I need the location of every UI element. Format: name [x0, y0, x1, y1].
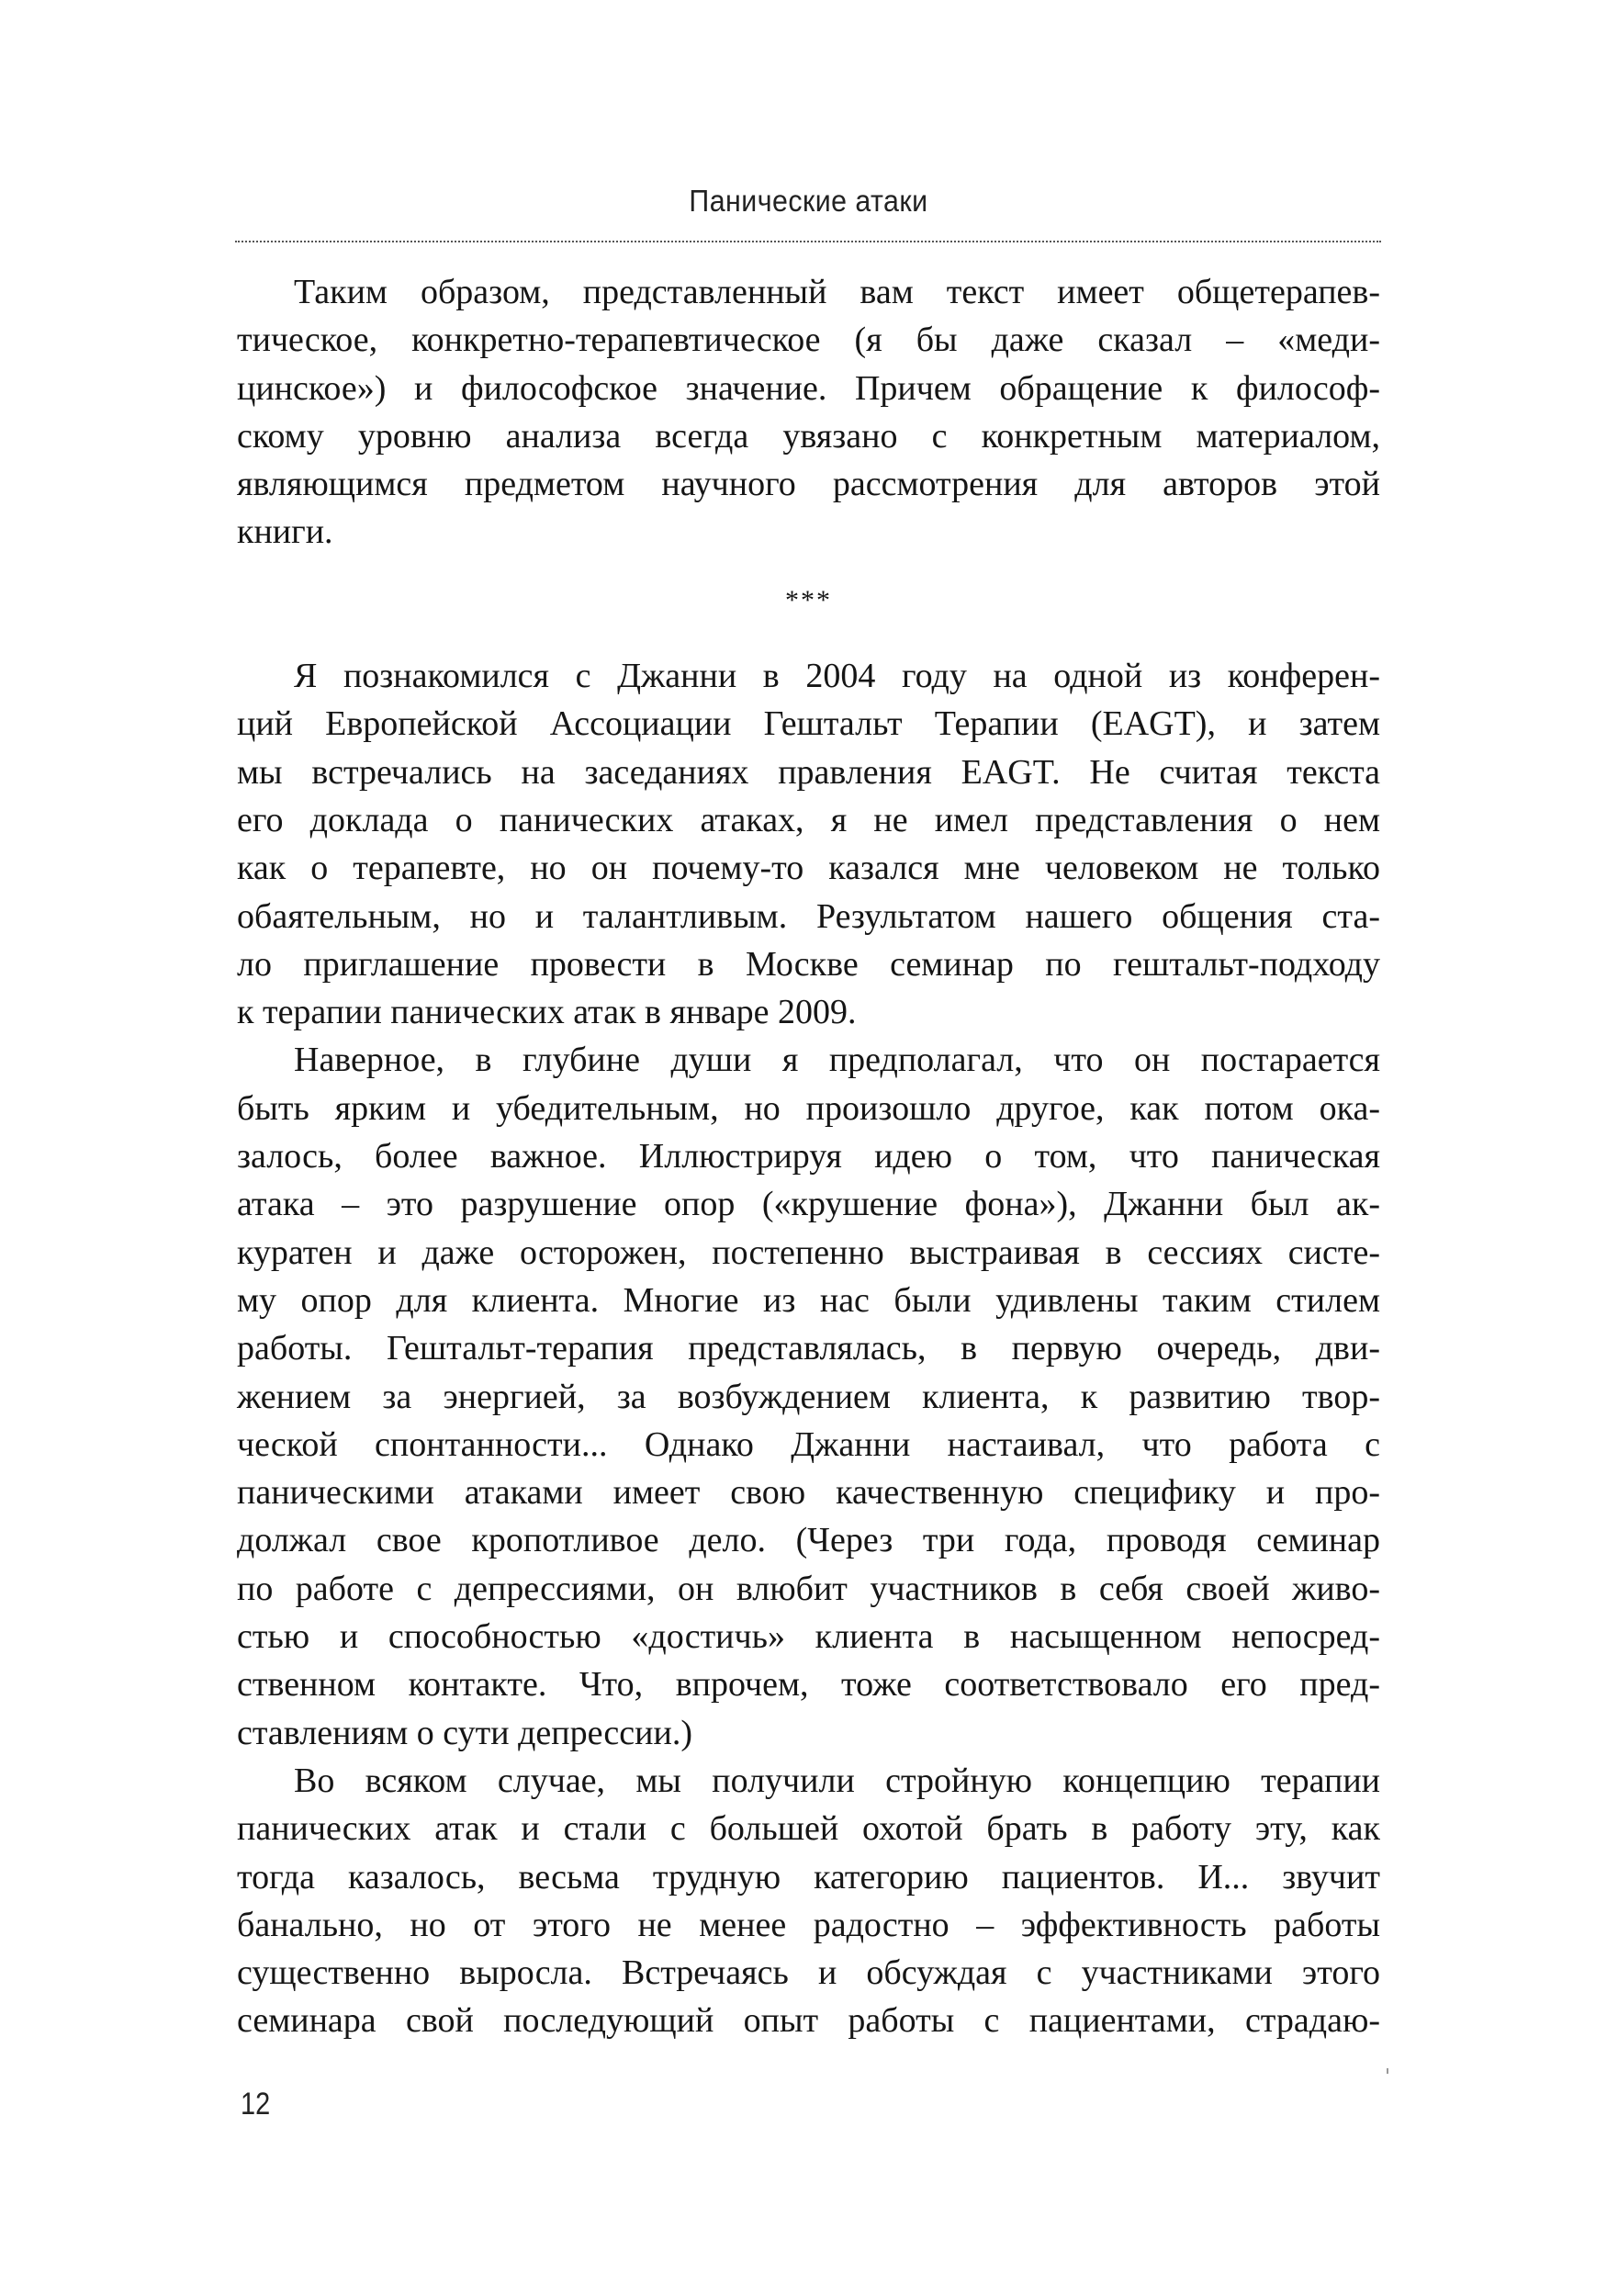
- section-separator: ***: [785, 584, 832, 615]
- text-line: стью и способностью «достичь» клиента в насыщенном непосред-: [237, 1617, 1380, 1657]
- text-line: куратен и даже осторожен, постепенно выстраивая в сессиях систе-: [237, 1232, 1380, 1272]
- scan-artifact: [1387, 2068, 1388, 2074]
- page-number: 12: [241, 2087, 271, 2122]
- text-line: его доклада о панических атаках, я не имел представления о нем: [237, 800, 1380, 839]
- text-line: являющимся предметом научного рассмотрения для авторов этой: [237, 465, 1380, 504]
- paragraph-4: [237, 1757, 1380, 2045]
- text-line: ставлениям о сути депрессии.): [237, 1713, 692, 1752]
- text-line: по работе с депрессиями, он влюбит участников в себя своей живо-: [237, 1569, 1380, 1608]
- text-line: Наверное, в глубине души я предполагал, что он постарается: [294, 1041, 1380, 1080]
- running-header: Панические атаки: [689, 184, 928, 218]
- text-line: Таким образом, представленный вам текст имеет общетерапев-: [294, 273, 1380, 311]
- text-line: обаятельным, но и талантливым. Результатом нашего общения ста-: [237, 896, 1380, 936]
- text-line: ственном контакте. Что, впрочем, тоже соответствовало его пред-: [237, 1665, 1380, 1705]
- paragraph-2: [237, 652, 1380, 1036]
- text-line: тогда казалось, весьма трудную категорию пациентов. И... звучит: [237, 1857, 1380, 1896]
- text-line: банально, но от этого не менее радостно – эффективность работы: [237, 1905, 1380, 1944]
- text-line: существенно выросла. Встречаясь и обсуждая с участниками этого: [237, 1953, 1380, 1993]
- text-line: тическое, конкретно-терапевтическое (я бы даже сказал – «меди-: [237, 321, 1380, 360]
- text-line: мы встречались на заседаниях правления EAGT. Не считая текста: [237, 752, 1380, 792]
- text-line: быть ярким и убедительным, но произошло другое, как потом ока-: [237, 1088, 1380, 1128]
- text-line: залось, более важное. Иллюстрируя идею о том, что паническая: [237, 1137, 1380, 1176]
- text-line: атака – это разрушение опор («крушение фона»), Джанни был ак-: [237, 1185, 1380, 1224]
- paragraph-3: [237, 1036, 1380, 1756]
- paragraph-1: [237, 268, 1380, 557]
- text-line: как о терапевте, но он почему-то казался мне человеком не только: [237, 849, 1380, 888]
- text-line: скому уровню анализа всегда увязано с конкретным материалом,: [237, 416, 1380, 456]
- text-line: жением за энергией, за возбуждением клиента, к развитию твор-: [237, 1377, 1380, 1416]
- text-line: цинское») и философское значение. Причем обращение к философ-: [237, 368, 1380, 408]
- text-line: му опор для клиента. Многие из нас были удивлены таким стилем: [237, 1280, 1380, 1320]
- text-line: к терапии панических атак в январе 2009.: [237, 993, 857, 1032]
- text-line: семинара свой последующий опыт работы с пациентами, страдаю-: [237, 2001, 1380, 2041]
- text-line: работы. Гештальт-терапия представлялась, в первую очередь, дви-: [237, 1329, 1380, 1368]
- text-line: Во всяком случае, мы получили стройную концепцию терапии: [294, 1761, 1380, 1800]
- text-line: ло приглашение провести в Москве семинар по гештальт-подходу: [237, 944, 1380, 984]
- text-line: паническими атаками имеет свою качественную специфику и про-: [237, 1473, 1380, 1513]
- text-line: Я познакомился с Джанни в 2004 году на одной из конферен-: [294, 657, 1380, 696]
- body-text: [237, 268, 1380, 2045]
- text-line: ческой спонтанности... Однако Джанни настаивал, что работа с: [237, 1424, 1380, 1464]
- text-line: книги.: [237, 512, 333, 552]
- text-line: должал свое кропотливое дело. (Через три года, проводя семинар: [237, 1521, 1380, 1560]
- text-line: ций Европейской Ассоциации Гештальт Терапии (EAGT), и затем: [237, 704, 1380, 744]
- text-line: панических атак и стали с большей охотой брать в работу эту, как: [237, 1809, 1380, 1849]
- header-divider: [235, 241, 1381, 242]
